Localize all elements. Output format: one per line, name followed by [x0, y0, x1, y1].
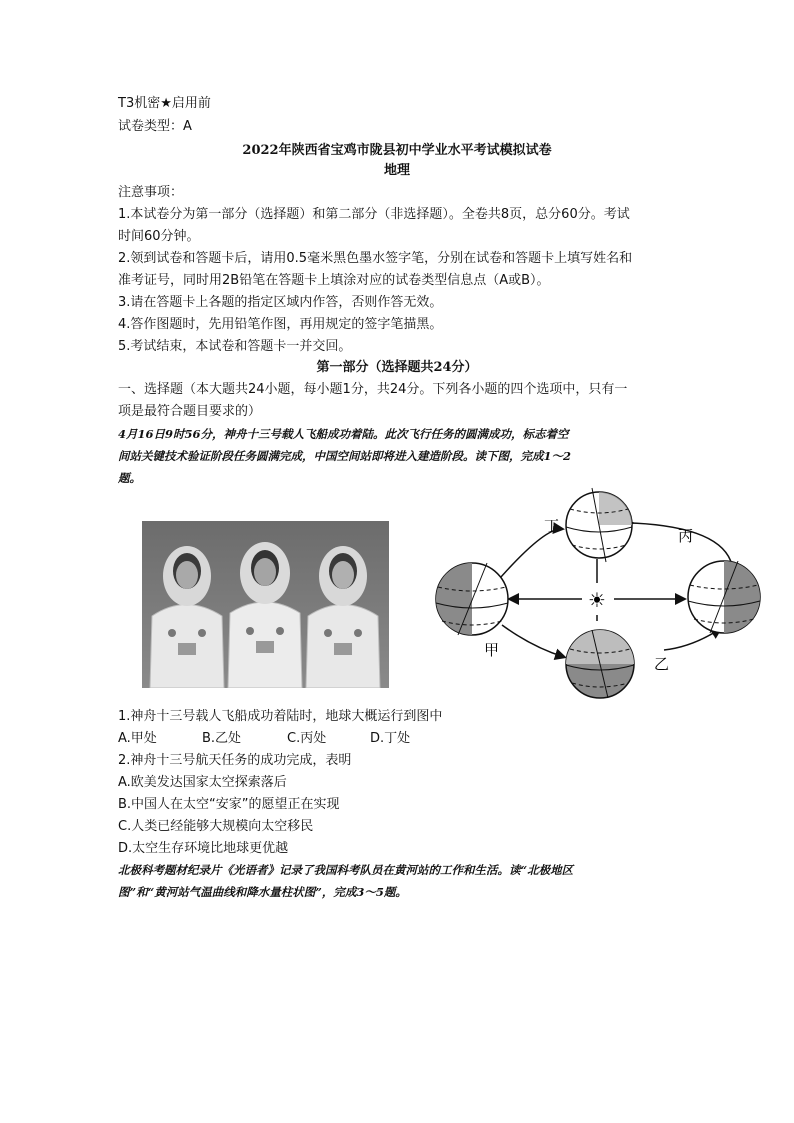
orbit-arc	[664, 629, 720, 650]
part1-instruction: 一、选择题（本大题共24小题，每小题1分，共24分。下列各小题的四个选项中，只有一	[118, 382, 628, 397]
astronauts-photo	[142, 521, 389, 688]
part1-title: 第一部分（选择题共24分）	[316, 360, 478, 375]
passage1-line: 4月16日9时56分，神舟十三号载人飞船成功着陆。此次飞行任务的圆满成功，标志着空	[118, 427, 569, 441]
label-ding: 丁	[544, 517, 560, 535]
confidential-mark: T3机密★启用前	[118, 96, 211, 111]
question-2-option-d[interactable]: D.太空生存环境比地球更优越	[118, 841, 289, 856]
label-yi: 乙	[654, 655, 670, 673]
notes-line: 5.考试结束，本试卷和答题卡一并交回。	[118, 339, 352, 354]
question-1-option-a[interactable]: A.甲处	[118, 731, 157, 746]
earth-globe-top	[566, 488, 632, 562]
subject-title: 地理	[383, 163, 410, 178]
question-1-option-c[interactable]: C.丙处	[287, 731, 327, 746]
notes-line: 1.本试卷分为第一部分（选择题）和第二部分（非选择题）。全卷共8页，总分60分。考试	[118, 207, 630, 222]
earth-globe-bottom	[566, 630, 634, 698]
earth-orbit-diagram	[432, 487, 772, 705]
notes-line: 时间60分钟。	[118, 229, 200, 244]
passage2-line: 北极科考题材纪录片《光语者》记录了我国科考队员在黄河站的工作和生活。读“北极地区	[118, 863, 574, 877]
notes-line: 3.请在答题卡上各题的指定区域内作答，否则作答无效。	[118, 295, 443, 310]
part1-instruction: 项是最符合题目要求的）	[118, 404, 262, 419]
label-jia: 甲	[484, 641, 500, 659]
question-1-stem: 1.神舟十三号载人飞船成功着陆时，地球大概运行到图中	[118, 709, 443, 724]
question-2-stem: 2.神舟十三号航天任务的成功完成，表明	[118, 753, 352, 768]
earth-globe-left	[436, 563, 508, 635]
question-2-option-b[interactable]: B.中国人在太空“安家”的愿望正在实现	[118, 797, 340, 812]
question-1-option-d[interactable]: D.丁处	[370, 731, 411, 746]
question-1-option-b[interactable]: B.乙处	[202, 731, 242, 746]
exam-title: 2022年陕西省宝鸡市陇县初中学业水平考试模拟试卷	[242, 143, 552, 158]
notes-line: 2.领到试卷和答题卡后，请用0.5毫米黑色墨水签字笔，分别在试卷和答题卡上填写姓名和	[118, 251, 633, 266]
notes-line: 4.答作图题时，先用铅笔作图，再用规定的签字笔描黑。	[118, 317, 443, 332]
label-bing: 丙	[678, 527, 694, 545]
passage1-line: 间站关键技术验证阶段任务圆满完成，中国空间站即将进入建造阶段。读下图，完成1～2	[118, 449, 571, 463]
sun-icon: ☀	[588, 588, 606, 612]
notes-heading: 注意事项：	[118, 185, 184, 200]
question-2-option-c[interactable]: C.人类已经能够大规模向太空移民	[118, 819, 314, 834]
paper-type: 试卷类型：A	[118, 119, 192, 134]
question-2-option-a[interactable]: A.欧美发达国家太空探索落后	[118, 775, 287, 790]
earth-globe-right	[688, 561, 760, 633]
orbit-arc	[502, 625, 564, 657]
notes-line: 准考证号，同时用2B铅笔在答题卡上填涂对应的试卷类型信息点（A或B）。	[118, 273, 550, 288]
passage2-line: 图”和“黄河站气温曲线和降水量柱状图”，完成3～5题。	[118, 885, 407, 899]
passage1-line: 题。	[118, 471, 141, 485]
